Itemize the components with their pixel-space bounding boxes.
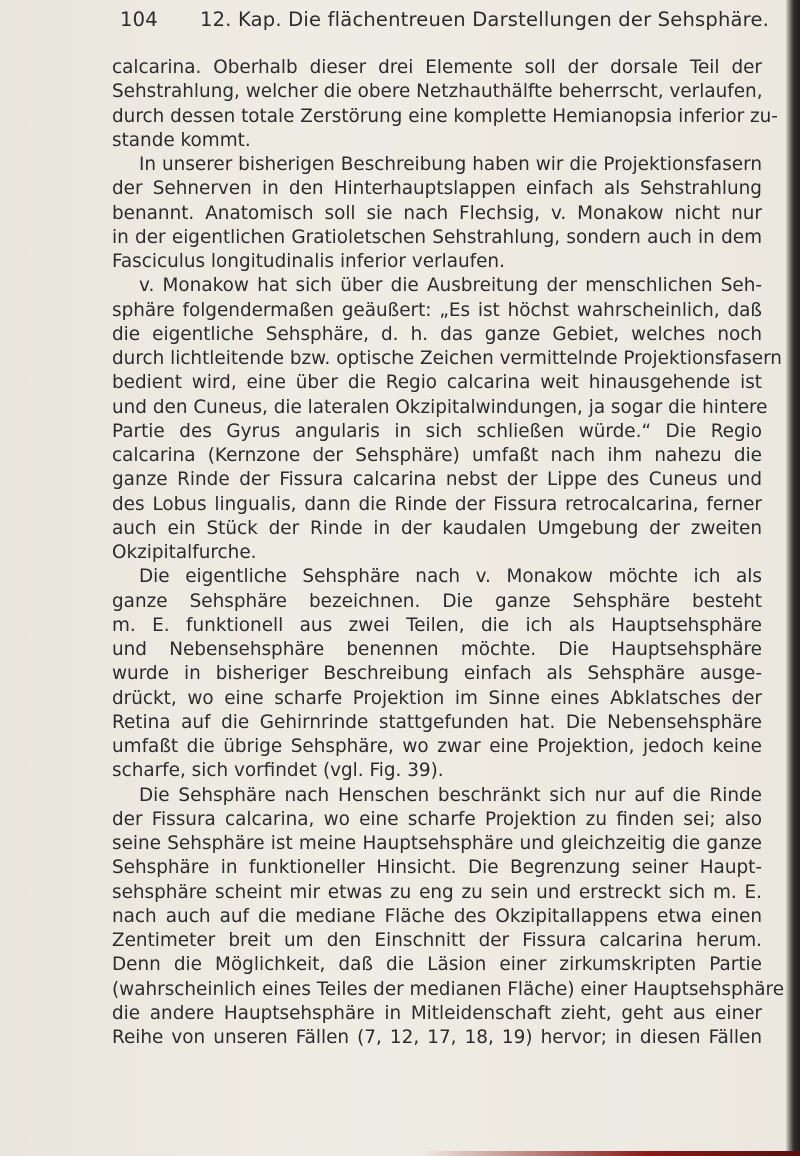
page-number: 104 [120,8,158,31]
text-line: Zentimeter breit um den Einschnitt der Fissura calcarina herum. [112,930,762,951]
text-line: der Sehnerven in den Hinterhauptslappen einfach als Sehstrahlung [112,178,762,200]
text-line: Partie des Gyrus angularis in sich schließen würde.“ Die Regio [112,420,762,442]
text-line: calcarina (Kernzone der Sehsphäre) umfaßt nach ihm nahezu die [112,445,762,466]
page-header [120,8,770,34]
text-line: scharfe, sich vorfindet (vgl. Fig. 39). [112,760,444,782]
text-line: in der eigentlichen Gratioletschen Sehstrahlung, sondern auch in dem [112,226,762,248]
text-line: In unserer bisherigen Beschreibung haben wir die Projektionsfasern [139,154,762,175]
text-line: nach auch auf die mediane Fläche des Okzipitallappens etwa einen [112,905,762,927]
text-line: Retina auf die Gehirnrinde stattgefunden hat. Die Nebensehsphäre [112,711,762,733]
text-line: Die eigentliche Sehsphäre nach v. Monakow möchte ich als [139,566,762,588]
text-line: der Fissura calcarina, wo eine scharfe Projektion zu finden sei; also [112,808,762,830]
text-line: sphäre folgendermaßen geäußert: „Es ist höchst wahrscheinlich, daß [112,299,762,321]
text-line: auch ein Stück der Rinde in der kaudalen Umgebung der zweiten [112,517,762,539]
text-line: Denn die Möglichkeit, daß die Läsion einer zirkumskripten Partie [112,954,762,976]
text-line: ganze Rinde der Fissura calcarina nebst der Lippe des Cuneus und [112,469,762,491]
text-line: und Nebensehsphäre benennen möchte. Die Hauptsehsphäre [112,639,762,660]
text-line: Die Sehsphäre nach Henschen beschränkt sich nur auf die Rinde [139,784,762,806]
text-line: Sehstrahlung, welcher die obere Netzhauthälfte beherrscht, verlaufen, [112,81,763,103]
text-line: drückt, wo eine scharfe Projektion im Sinne eines Abklatsches der [112,687,762,709]
book-spine-edge [786,0,800,1156]
running-title: 12. Kap. Die flächentreuen Darstellungen der Sehsphäre. [200,8,770,31]
text-line: des Lobus lingualis, dann die Rinde der Fissura retrocalcarina, ferner [112,493,762,515]
text-line: die andere Hauptsehsphäre in Mitleidenschaft zieht, geht aus einer [112,1002,762,1024]
text-line: durch lichtleitende bzw. optische Zeichen vermittelnde Projektionsfasern [112,348,782,369]
page-bottom-edge [420,1151,800,1156]
text-line: die eigentliche Sehsphäre, d. h. das ganze Gebiet, welches noch [112,323,762,345]
body-text [112,56,785,1050]
text-line: Reihe von unseren Fällen (7, 12, 17, 18, 19) hervor; in diesen Fällen [112,1027,762,1048]
text-line: Sehsphäre in funktioneller Hinsicht. Die Begrenzung seiner Haupt- [112,857,762,879]
text-line: wurde in bisheriger Beschreibung einfach als Sehsphäre ausge- [112,663,762,685]
text-line: seine Sehsphäre ist meine Hauptsehsphäre und gleichzeitig die ganze [112,833,762,854]
text-line: calcarina. Oberhalb dieser drei Elemente soll der dorsale Teil der [112,57,762,78]
text-line: v. Monakow hat sich über die Ausbreitung der menschlichen Seh- [139,275,762,297]
text-line: stande kommt. [112,129,251,151]
text-line: sehsphäre scheint mir etwas zu eng zu sein und erstreckt sich m. E. [112,881,762,903]
text-line: Okzipitalfurche. [112,542,257,563]
text-line: umfaßt die übrige Sehsphäre, wo zwar eine Projektion, jedoch keine [112,736,762,757]
text-line: (wahrscheinlich eines Teiles der medianen Fläche) einer Hauptsehsphäre [112,978,785,1000]
text-line: durch dessen totale Zerstörung eine komplette Hemianopsia inferior zu- [112,105,778,127]
text-line: ganze Sehsphäre bezeichnen. Die ganze Sehsphäre besteht [112,590,762,612]
text-line: benannt. Anatomisch soll sie nach Flechsig, v. Monakow nicht nur [112,202,762,224]
text-line: m. E. funktionell aus zwei Teilen, die ich als Hauptsehsphäre [112,614,762,636]
text-line: und den Cuneus, die lateralen Okzipitalwindungen, ja sogar die hintere [112,396,768,418]
text-line: Fasciculus longitudinalis inferior verlaufen. [112,251,505,272]
text-line: bedient wird, eine über die Regio calcarina weit hinausgehende ist [112,372,762,394]
